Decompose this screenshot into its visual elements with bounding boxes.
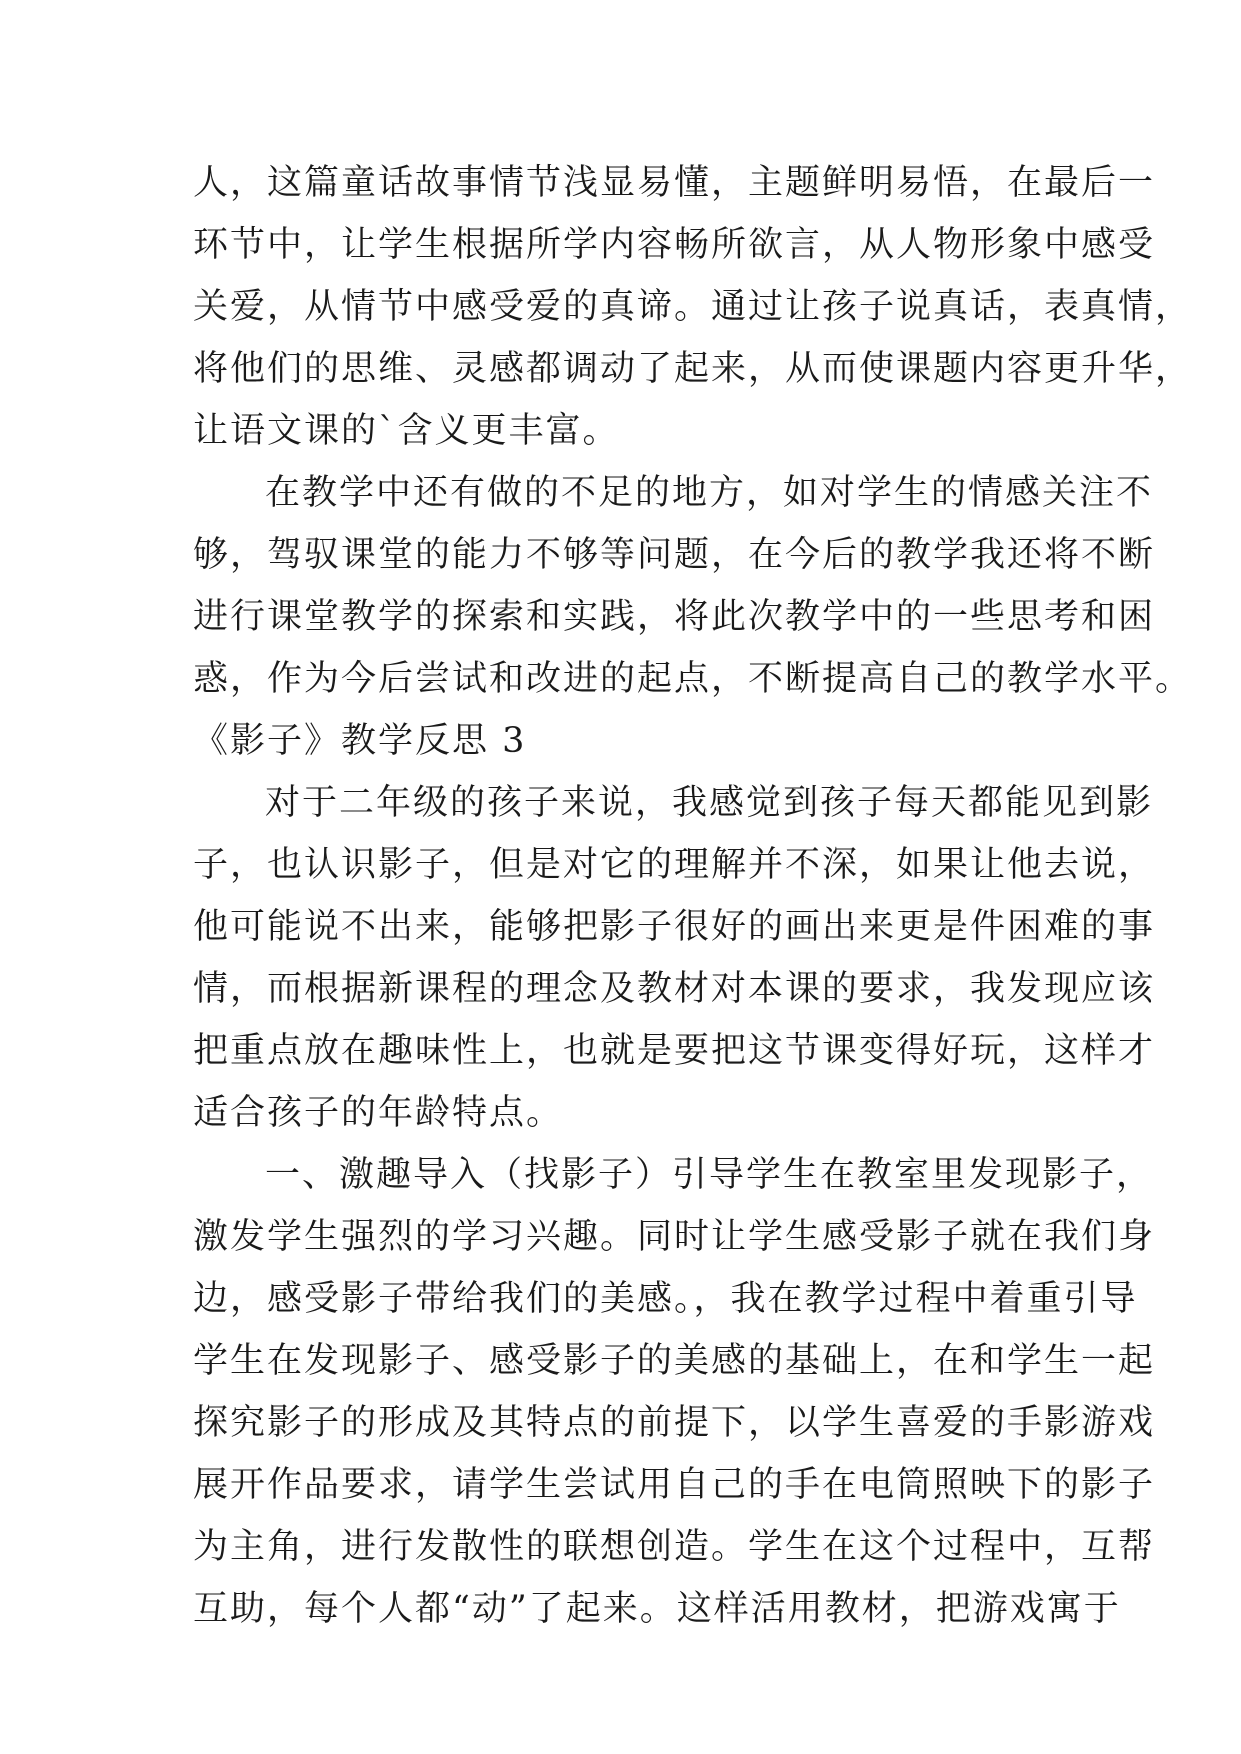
text-line: 探究影子的形成及其特点的前提下，以学生喜爱的手影游戏 — [193, 1403, 1156, 1443]
text-line: 进行课堂教学的探索和实践，将此次教学中的一些思考和困 — [193, 597, 1156, 637]
text-line: 把重点放在趣味性上，也就是要把这节课变得好玩，这样才 — [193, 1031, 1156, 1071]
document-body — [193, 152, 1193, 1640]
text-line: 够，驾驭课堂的能力不够等问题，在今后的教学我还将不断 — [193, 535, 1156, 575]
text-line: 展开作品要求，请学生尝试用自己的手在电筒照映下的影子 — [193, 1465, 1156, 1505]
text-line: 将他们的思维、灵感都调动了起来，从而使课题内容更升华， — [193, 349, 1193, 389]
text-line: 情，而根据新课程的理念及教材对本课的要求，我发现应该 — [193, 969, 1156, 1009]
text-line: 环节中，让学生根据所学内容畅所欲言，从人物形象中感受 — [193, 225, 1156, 265]
text-line: 激发学生强烈的学习兴趣。同时让学生感受影子就在我们身 — [193, 1217, 1156, 1257]
text-line: 子，也认识影子，但是对它的理解并不深，如果让他去说， — [193, 845, 1156, 885]
text-line: 学生在发现影子、感受影子的美感的基础上，在和学生一起 — [193, 1341, 1156, 1381]
text-line: 关爱，从情节中感受爱的真谛。通过让孩子说真话，表真情， — [193, 287, 1193, 327]
text-line: 对于二年级的孩子来说，我感觉到孩子每天都能见到影 — [265, 783, 1154, 823]
text-line: 《影子》教学反思 3 — [193, 721, 527, 761]
text-line: 互助，每个人都“动”了起来。这样活用教材，把游戏寓于 — [193, 1589, 1121, 1629]
text-line: 为主角，进行发散性的联想创造。学生在这个过程中，互帮 — [193, 1527, 1156, 1567]
text-line: 一、激趣导入（找影子）引导学生在教室里发现影子， — [265, 1155, 1154, 1195]
text-line: 边，感受影子带给我们的美感。，我在教学过程中着重引导 — [193, 1279, 1138, 1319]
text-line: 让语文课的`含义更丰富。 — [193, 411, 620, 451]
text-line: 惑，作为今后尝试和改进的起点，不断提高自己的教学水平。 — [193, 659, 1193, 699]
text-line: 在教学中还有做的不足的地方，如对学生的情感关注不 — [265, 473, 1154, 513]
text-line: 适合孩子的年龄特点。 — [193, 1093, 564, 1133]
text-line: 人，这篇童话故事情节浅显易懂，主题鲜明易悟，在最后一 — [193, 163, 1156, 203]
text-line: 他可能说不出来，能够把影子很好的画出来更是件困难的事 — [193, 907, 1156, 947]
